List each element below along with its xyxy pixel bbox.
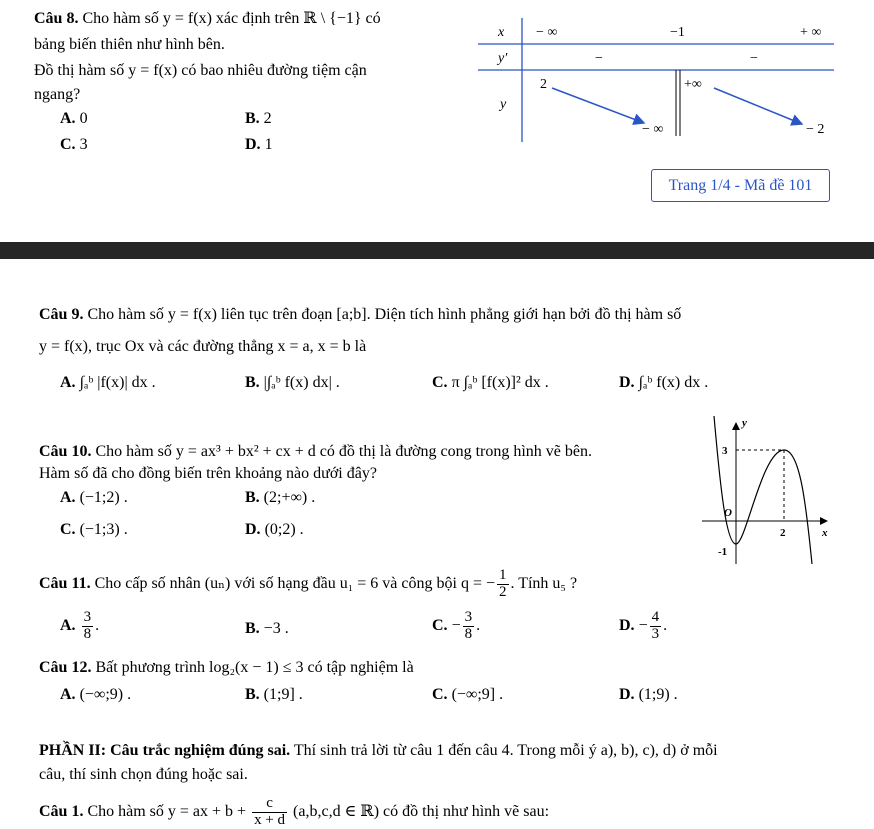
q11-text-post: . Tính u₅ ? — [510, 574, 578, 592]
q8-line2: bảng biến thiên như hình bên. — [34, 36, 225, 53]
part2-heading: PHẦN II: Câu trắc nghiệm đúng sai. — [39, 742, 291, 759]
q8-option-b[interactable]: B. 2 — [245, 110, 272, 127]
q9-text1: Cho hàm số y = f(x) liên tục trên đoạn [a;b]. Diện tích hình phẳng giới hạn bởi đồ thị hàm số — [87, 306, 682, 323]
graph-origin-label: O — [724, 507, 732, 519]
table-x-neg-inf: − ∞ — [536, 25, 558, 40]
q11-text-pre: Cho cấp số nhân (uₙ) với số hạng đầu u₁ = 6 và công bội q = − — [94, 574, 495, 592]
variation-table — [478, 18, 834, 142]
table-yprime-sign-2: − — [750, 51, 758, 66]
table-yprime-sign-1: − — [595, 51, 603, 66]
table-x-label: x — [498, 25, 505, 40]
q11-option-b[interactable]: B. −3 . — [245, 620, 289, 637]
q8-line3: Đồ thị hàm số y = f(x) có bao nhiêu đường tiệm cận — [34, 62, 367, 79]
q8-option-d[interactable]: D. 1 — [245, 136, 273, 153]
q12-option-b[interactable]: B. (1;9] . — [245, 686, 303, 703]
q10-option-a[interactable]: A. (−1;2) . — [60, 489, 128, 506]
q9-option-d[interactable]: D. ∫ₐᵇ f(x) dx . — [619, 374, 709, 391]
q10-text1: Cho hàm số y = ax³ + bx² + cx + d có đồ thị là đường cong trong hình vẽ bên. — [95, 443, 592, 460]
table-y-value-2: 2 — [540, 77, 547, 92]
page-footer-text: Trang 1/4 - Mã đề 101 — [668, 176, 813, 194]
q10-option-c[interactable]: C. (−1;3) . — [60, 521, 128, 538]
page-divider — [0, 242, 874, 259]
q10-option-b[interactable]: B. (2;+∞) . — [245, 489, 316, 506]
p2q1-line — [39, 796, 549, 829]
part2-instruction: Thí sinh trả lời từ câu 1 đến câu 4. Trong mỗi ý a), b), c), d) ở mỗi — [290, 742, 718, 759]
cubic-graph — [700, 414, 834, 566]
q12-line1 — [39, 659, 414, 677]
p2q1-pre: Cho hàm số y = ax + b + — [87, 802, 247, 820]
q12-text1: Bất phương trình log₂(x − 1) ≤ 3 có tập nghiệm là — [95, 659, 414, 676]
arrow-decreasing-left — [552, 88, 644, 123]
cubic-curve — [714, 416, 812, 564]
q12-label: Câu 12. — [39, 659, 92, 676]
q10-line1 — [39, 443, 592, 461]
graph-x-label: x — [822, 527, 828, 539]
graph-tick-y-neg1: -1 — [718, 546, 728, 558]
q11-option-c[interactable]: C. − $\frac{3}{8}$ . — [432, 609, 481, 642]
page-footer-label — [651, 169, 830, 202]
table-y-label: y — [500, 97, 507, 112]
graph-y-label: y — [742, 417, 747, 429]
q10-line2: Hàm số đã cho đồng biến trên khoảng nào dưới đây? — [39, 465, 377, 482]
q9-option-c[interactable]: C. π ∫ₐᵇ [f(x)]² dx . — [432, 374, 549, 391]
p2q1-fraction: $\frac{c}{x + d}$ — [254, 795, 286, 828]
part2-line1 — [39, 742, 718, 760]
q8-line4: ngang? — [34, 86, 81, 103]
q8-label: Câu 8. — [34, 10, 79, 27]
q10-label: Câu 10. — [39, 443, 92, 460]
q8-option-a[interactable]: A. 0 — [60, 110, 88, 127]
table-y-neg-inf: − ∞ — [642, 122, 664, 137]
q11-label: Câu 11. — [39, 574, 91, 592]
q9-option-a[interactable]: A. ∫ₐᵇ |f(x)| dx . — [60, 374, 156, 391]
graph-tick-y3: 3 — [722, 445, 728, 457]
p2q1-label: Câu 1. — [39, 802, 84, 820]
q9-label: Câu 9. — [39, 306, 84, 323]
table-yprime-label: y′ — [498, 51, 508, 66]
q9-line1 — [39, 306, 681, 324]
q11-ratio-fraction: $\frac{1}{2}$ — [499, 567, 507, 600]
q9-line2: y = f(x), trục Ox và các đường thẳng x = a, x = b là — [39, 338, 367, 355]
table-x-pos-inf: + ∞ — [800, 25, 822, 40]
q11-option-a[interactable]: A. $\frac{3}{8}$ . — [60, 609, 100, 642]
p2q1-post: (a,b,c,d ∈ ℝ) có đồ thị như hình vẽ sau: — [293, 802, 550, 820]
q8-option-c[interactable]: C. 3 — [60, 136, 88, 153]
part2-line2: câu, thí sinh chọn đúng hoặc sai. — [39, 766, 248, 783]
q9-option-b[interactable]: B. |∫ₐᵇ f(x) dx| . — [245, 374, 340, 391]
table-y-value-neg2: − 2 — [806, 122, 825, 137]
graph-tick-x2: 2 — [780, 527, 786, 539]
q12-option-d[interactable]: D. (1;9) . — [619, 686, 678, 703]
q12-option-a[interactable]: A. (−∞;9) . — [60, 686, 132, 703]
q10-option-d[interactable]: D. (0;2) . — [245, 521, 304, 538]
q11-line1 — [39, 568, 577, 601]
q8-line1 — [34, 8, 381, 28]
q11-option-d[interactable]: D. − $\frac{4}{3}$ . — [619, 609, 668, 642]
table-x-minus-one: −1 — [670, 25, 685, 40]
table-y-pos-inf: +∞ — [684, 77, 702, 92]
q8-text1: Cho hàm số y = f(x) xác định trên ℝ \ {−1} có — [82, 10, 381, 27]
q12-option-c[interactable]: C. (−∞;9] . — [432, 686, 504, 703]
arrow-decreasing-right — [714, 88, 802, 124]
